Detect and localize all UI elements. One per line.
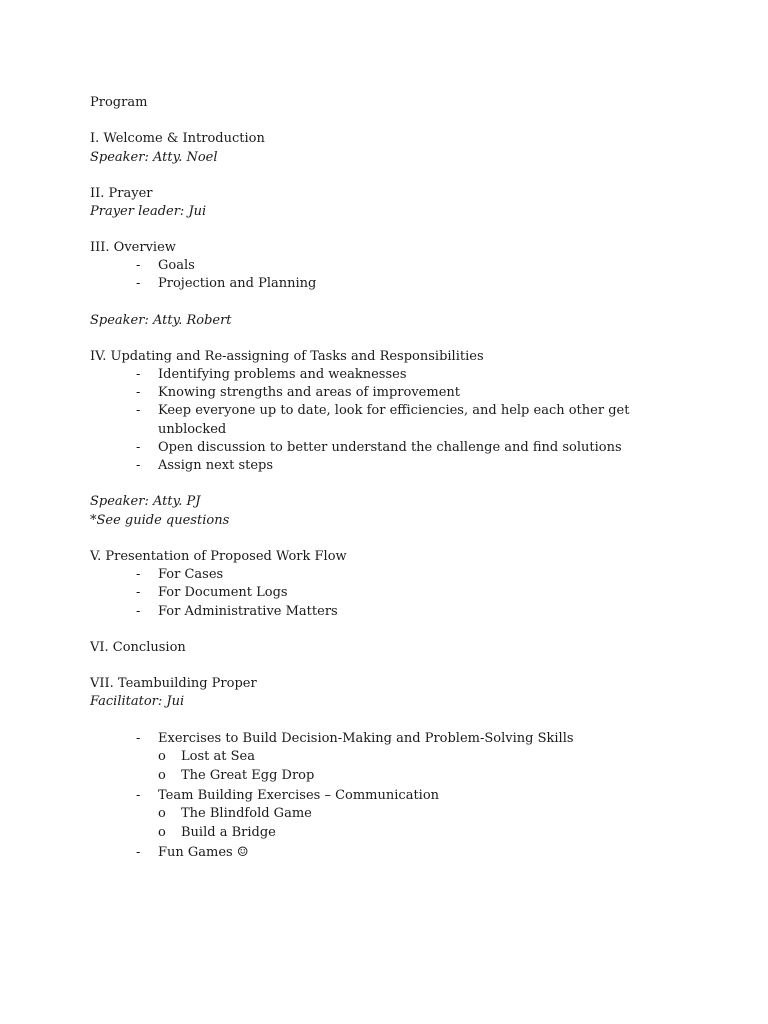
section-heading: I. Welcome & Introduction [90, 131, 265, 146]
dash-bullet: - [136, 258, 141, 273]
section-heading: III. Overview [90, 240, 176, 255]
dash-bullet: - [136, 385, 141, 400]
section-heading: V. Presentation of Proposed Work Flow [90, 549, 347, 564]
dash-bullet: - [136, 845, 141, 860]
dash-bullet: - [136, 604, 141, 619]
section-heading: IV. Updating and Re-assigning of Tasks and Responsibilities [90, 349, 484, 364]
sub-list-item: The Blindfold Game [181, 806, 312, 821]
circle-bullet: o [158, 768, 166, 783]
dash-bullet: - [136, 585, 141, 600]
speaker-line: Speaker: Atty. Robert [90, 313, 232, 328]
dash-bullet: - [136, 403, 141, 418]
list-item: For Cases [158, 567, 224, 582]
section-heading: VI. Conclusion [90, 640, 186, 655]
document-title: Program [90, 95, 148, 110]
note-line: *See guide questions [90, 513, 230, 528]
dash-bullet: - [136, 440, 141, 455]
speaker-line: Speaker: Atty. Noel [90, 150, 218, 165]
sub-list-item: Lost at Sea [181, 749, 255, 764]
list-item: Identifying problems and weaknesses [158, 367, 407, 382]
list-item: Open discussion to better understand the challenge and find solutions [158, 440, 622, 455]
list-item: Goals [158, 258, 195, 273]
list-item: Knowing strengths and areas of improvement [158, 385, 460, 400]
dash-bullet: - [136, 788, 141, 803]
circle-bullet: o [158, 806, 166, 821]
list-item: Exercises to Build Decision-Making and Problem-Solving Skills [158, 731, 574, 746]
list-item: Assign next steps [158, 458, 274, 473]
dash-bullet: - [136, 367, 141, 382]
sub-list-item: Build a Bridge [181, 825, 276, 840]
circle-bullet: o [158, 825, 166, 840]
dash-bullet: - [136, 731, 141, 746]
dash-bullet: - [136, 458, 141, 473]
speaker-line: Speaker: Atty. PJ [90, 494, 201, 509]
circle-bullet: o [158, 749, 166, 764]
list-item: Team Building Exercises – Communication [158, 788, 440, 803]
sub-list-item: The Great Egg Drop [181, 768, 315, 783]
leader-line: Prayer leader: Jui [90, 204, 207, 219]
dash-bullet: - [136, 567, 141, 582]
list-item: For Document Logs [158, 585, 288, 600]
list-item: For Administrative Matters [158, 604, 338, 619]
facilitator-line: Facilitator: Jui [90, 694, 185, 709]
list-item: Keep everyone up to date, look for efficiencies, and help each other get [158, 403, 630, 418]
dash-bullet: - [136, 276, 141, 291]
section-heading: II. Prayer [90, 186, 153, 201]
list-item: Fun Games ☺ [158, 845, 249, 860]
section-heading: VII. Teambuilding Proper [90, 676, 257, 691]
list-item-continuation: unblocked [158, 422, 227, 437]
list-item: Projection and Planning [158, 276, 317, 291]
